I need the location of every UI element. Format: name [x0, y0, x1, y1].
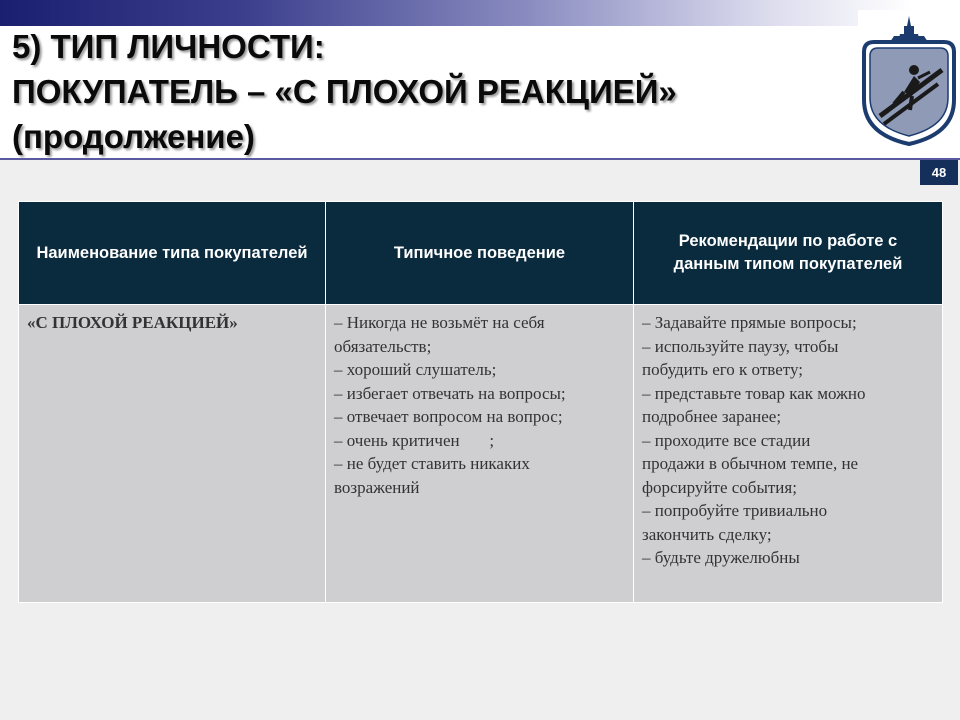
title-line-2: ПОКУПАТЕЛЬ – «С ПЛОХОЙ РЕАКЦИЕЙ»: [12, 73, 677, 110]
recommendation-line: подробнее заранее;: [642, 407, 782, 426]
header-typical-behavior: Типичное поведение: [326, 202, 634, 305]
page-number-badge: 48: [920, 160, 958, 185]
behavior-line: – хороший слушатель;: [334, 360, 497, 379]
recommendation-line: – проходите все стадии: [642, 430, 811, 450]
recommendation-line: закончить сделку;: [642, 524, 772, 544]
university-shield-logo: [858, 12, 960, 147]
slide-title: [12, 24, 677, 159]
recommendation-line: – будьте дружелюбны: [642, 548, 800, 567]
table-row: [19, 305, 943, 603]
recommendation-line: – используйте паузу, чтобы: [642, 336, 839, 356]
type-name-cell: «С ПЛОХОЙ РЕАКЦИЕЙ»: [19, 305, 326, 603]
header-type-name: Наименование типа покупателей: [19, 202, 326, 305]
recommendation-line: – попробуйте тривиально: [642, 501, 828, 520]
recommendation-line: – представьте товар как можно: [642, 383, 866, 403]
behavior-line: – не будет ставить никаких: [334, 454, 530, 473]
behavior-line: – Никогда не возьмёт на себя: [334, 313, 545, 332]
recommendation-line: форсируйте события;: [642, 477, 797, 497]
buyer-type-table: [18, 201, 943, 603]
recommendations-cell: [634, 305, 943, 603]
title-line-3: (продолжение): [12, 118, 255, 155]
table-header-row: [19, 202, 943, 305]
behavior-line: – очень критичен ;: [334, 430, 495, 450]
behavior-line: обязательств;: [334, 336, 432, 356]
header-divider: [0, 158, 960, 160]
recommendation-line: побудить его к ответу;: [642, 360, 803, 379]
recommendation-line: продажи в обычном темпе, не: [642, 454, 859, 473]
title-line-1: 5) ТИП ЛИЧНОСТИ:: [12, 28, 325, 65]
recommendation-line: – Задавайте прямые вопросы;: [642, 313, 857, 332]
behavior-line: – отвечает вопросом на вопрос;: [334, 407, 563, 426]
behavior-line: возражений: [334, 477, 420, 497]
top-gradient-bar: [0, 0, 960, 26]
behavior-cell: [326, 305, 634, 603]
header-recommendations: Рекомендации по работе с данным типом покупателей: [634, 202, 943, 305]
behavior-line: – избегает отвечать на вопросы;: [334, 383, 566, 403]
